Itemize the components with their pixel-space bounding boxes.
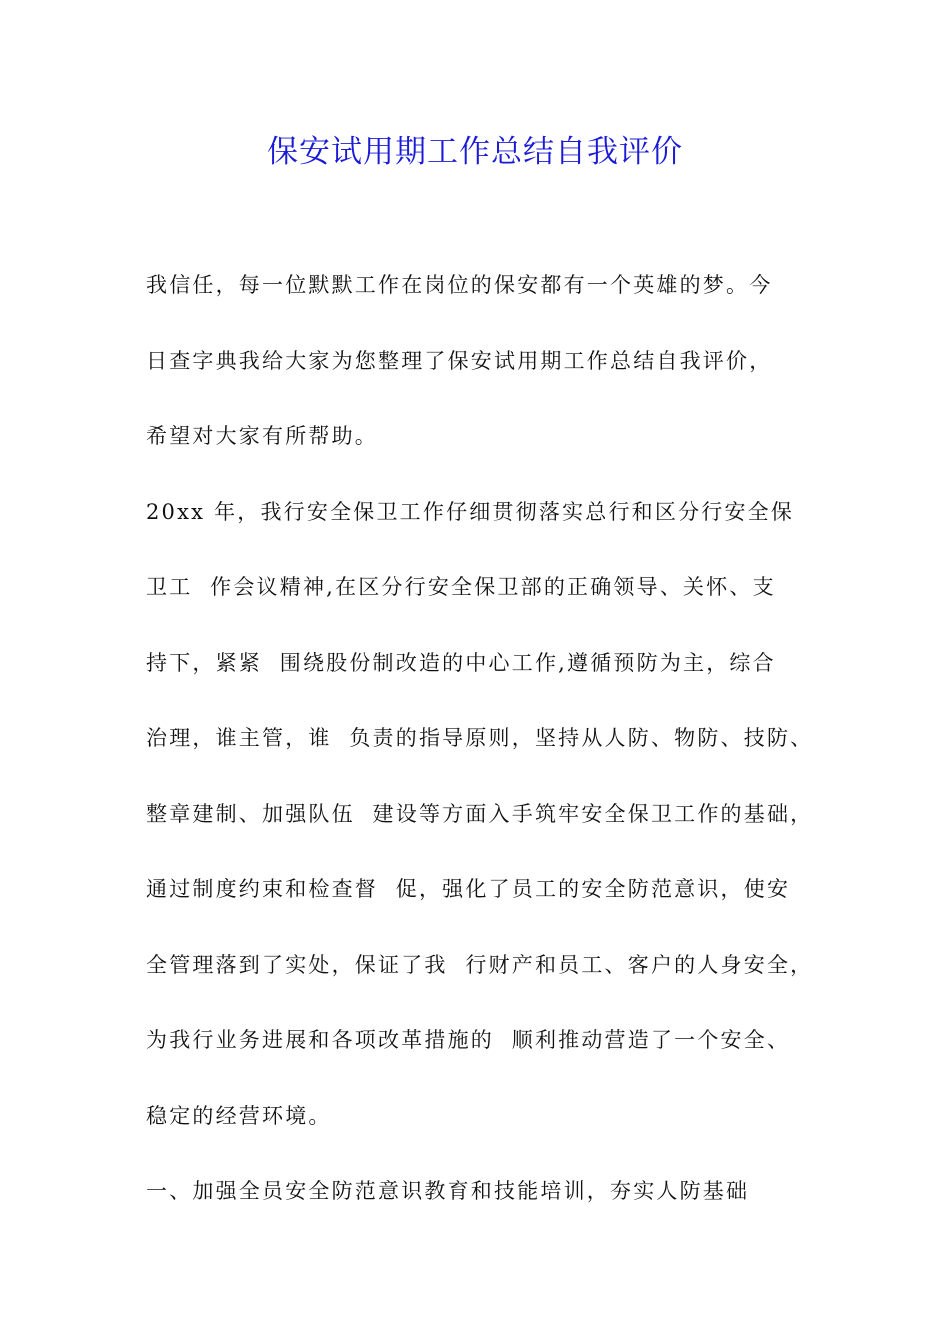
body-line: 稳定的经营环境。 bbox=[146, 1103, 332, 1128]
body-line: 为我行业务进展和各项改革措施的 顺利推动营造了一个安全、 bbox=[146, 1028, 791, 1052]
body-line: 卫工 作会议精神,在区分行安全保卫部的正确领导、关怀、支 bbox=[146, 575, 776, 599]
document-title: 保安试用期工作总结自我评价 bbox=[267, 134, 683, 170]
body-line: 希望对大家有所帮助。 bbox=[146, 424, 378, 448]
body-line: 我信任，每一位默默工作在岗位的保安都有一个英雄的梦。今 bbox=[146, 273, 773, 297]
body-line: 治理，谁主管，谁 负责的指导原则，坚持从人防、物防、技防、 bbox=[146, 726, 814, 750]
body-line: 全管理落到了实处，保证了我 行财产和员工、客户的人身安全， bbox=[146, 952, 814, 977]
body-line: 一、加强全员安全防范意识教育和技能培训，夯实人防基础 bbox=[146, 1179, 750, 1203]
body-line: 日查字典我给大家为您整理了保安试用期工作总结自我评价， bbox=[146, 348, 773, 373]
body-line: 持下，紧紧 围绕股份制改造的中心工作,遵循预防为主，综合 bbox=[146, 650, 776, 675]
body-line: 20xx 年，我行安全保卫工作仔细贯彻落实总行和区分行安全保 bbox=[146, 499, 795, 524]
document-body bbox=[146, 259, 846, 1241]
body-line: 通过制度约束和检查督 促，强化了员工的安全防范意识，使安 bbox=[146, 877, 791, 901]
body-line: 整章建制、加强队伍 建设等方面入手筑牢安全保卫工作的基础， bbox=[146, 801, 814, 826]
